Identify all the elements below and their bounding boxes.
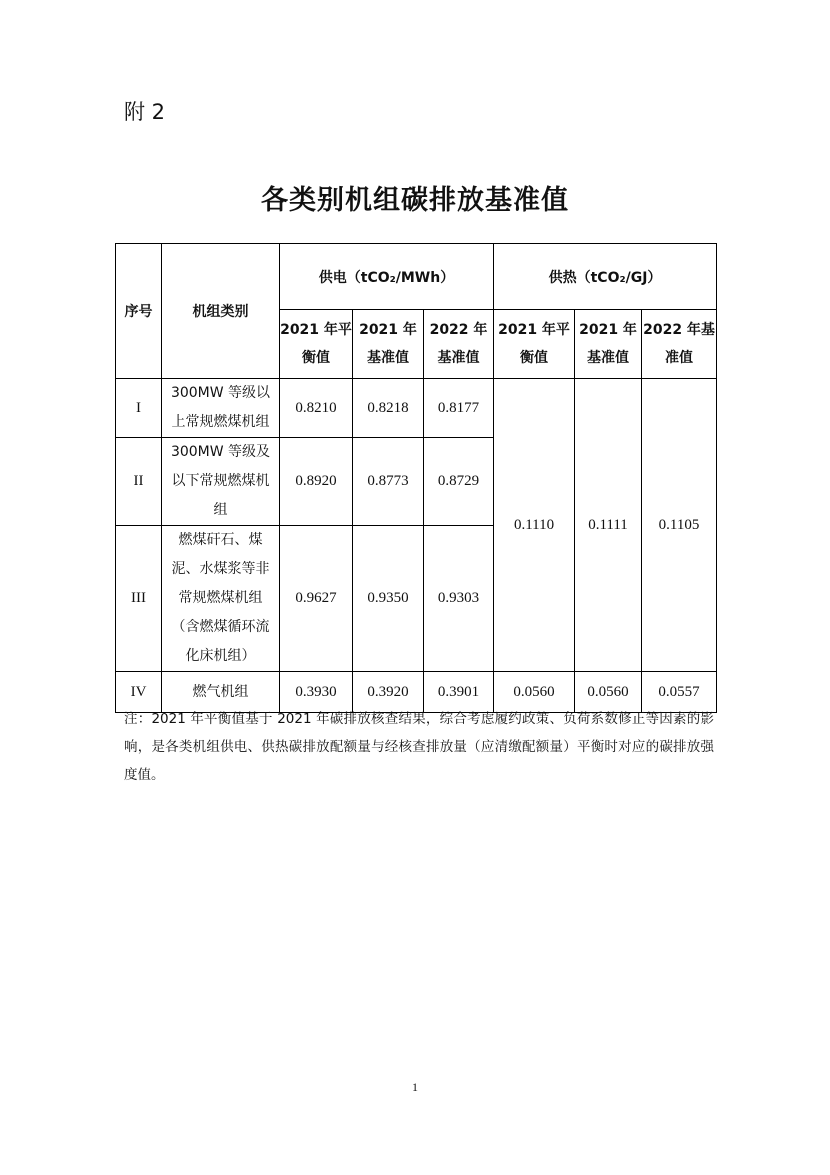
cell-heat-coal-2022-benchmark: 0.1105 — [642, 379, 717, 672]
cell-power-2021-balance: 0.3930 — [280, 672, 353, 713]
cell-power-2022-benchmark: 0.9303 — [424, 526, 494, 672]
header-power: 供电（tCO₂/MWh） — [280, 244, 494, 310]
row-type: 300MW 等级以上常规燃煤机组 — [162, 379, 280, 438]
table-note: 注：2021 年平衡值基于 2021 年碳排放核查结果，综合考虑履约政策、负荷系数修正等因素的影响，是各类机组供电、供热碳排放配额量与经核查排放量（应清缴配额量）平衡时对应的碳排放强度值。 — [124, 711, 714, 783]
benchmark-table — [115, 243, 717, 713]
row-index: I — [116, 379, 162, 438]
cell-heat-2022-benchmark: 0.0557 — [642, 672, 717, 713]
cell-power-2021-balance: 0.8210 — [280, 379, 353, 438]
header-power-2022-benchmark: 2022 年基准值 — [424, 310, 494, 379]
header-heat: 供热（tCO₂/GJ） — [494, 244, 717, 310]
cell-power-2021-benchmark: 0.8218 — [353, 379, 424, 438]
cell-power-2022-benchmark: 0.8177 — [424, 379, 494, 438]
page-number: 1 — [412, 1080, 418, 1094]
cell-power-2021-balance: 0.8920 — [280, 438, 353, 526]
row-index: II — [116, 438, 162, 526]
row-type: 300MW 等级及以下常规燃煤机组 — [162, 438, 280, 526]
cell-power-2021-benchmark: 0.9350 — [353, 526, 424, 672]
cell-power-2021-benchmark: 0.3920 — [353, 672, 424, 713]
cell-power-2022-benchmark: 0.3901 — [424, 672, 494, 713]
cell-heat-2021-balance: 0.0560 — [494, 672, 575, 713]
row-type: 燃气机组 — [162, 672, 280, 713]
header-heat-2021-balance: 2021 年平衡值 — [494, 310, 575, 379]
header-heat-2022-benchmark: 2022 年基准值 — [642, 310, 717, 379]
header-power-2021-balance: 2021 年平衡值 — [280, 310, 353, 379]
row-index: III — [116, 526, 162, 672]
header-power-2021-benchmark: 2021 年基准值 — [353, 310, 424, 379]
cell-heat-2021-benchmark: 0.0560 — [575, 672, 642, 713]
table-row — [116, 379, 717, 438]
appendix-label: 附 2 — [124, 100, 166, 124]
row-type: 燃煤矸石、煤泥、水煤浆等非常规燃煤机组（含燃煤循环流化床机组） — [162, 526, 280, 672]
header-index: 序号 — [116, 244, 162, 379]
cell-heat-coal-2021-benchmark: 0.1111 — [575, 379, 642, 672]
cell-heat-coal-2021-balance: 0.1110 — [494, 379, 575, 672]
cell-power-2021-benchmark: 0.8773 — [353, 438, 424, 526]
cell-power-2021-balance: 0.9627 — [280, 526, 353, 672]
cell-power-2022-benchmark: 0.8729 — [424, 438, 494, 526]
page-title: 各类别机组碳排放基准值 — [261, 185, 569, 216]
header-heat-2021-benchmark: 2021 年基准值 — [575, 310, 642, 379]
header-type: 机组类别 — [162, 244, 280, 379]
row-index: IV — [116, 672, 162, 713]
